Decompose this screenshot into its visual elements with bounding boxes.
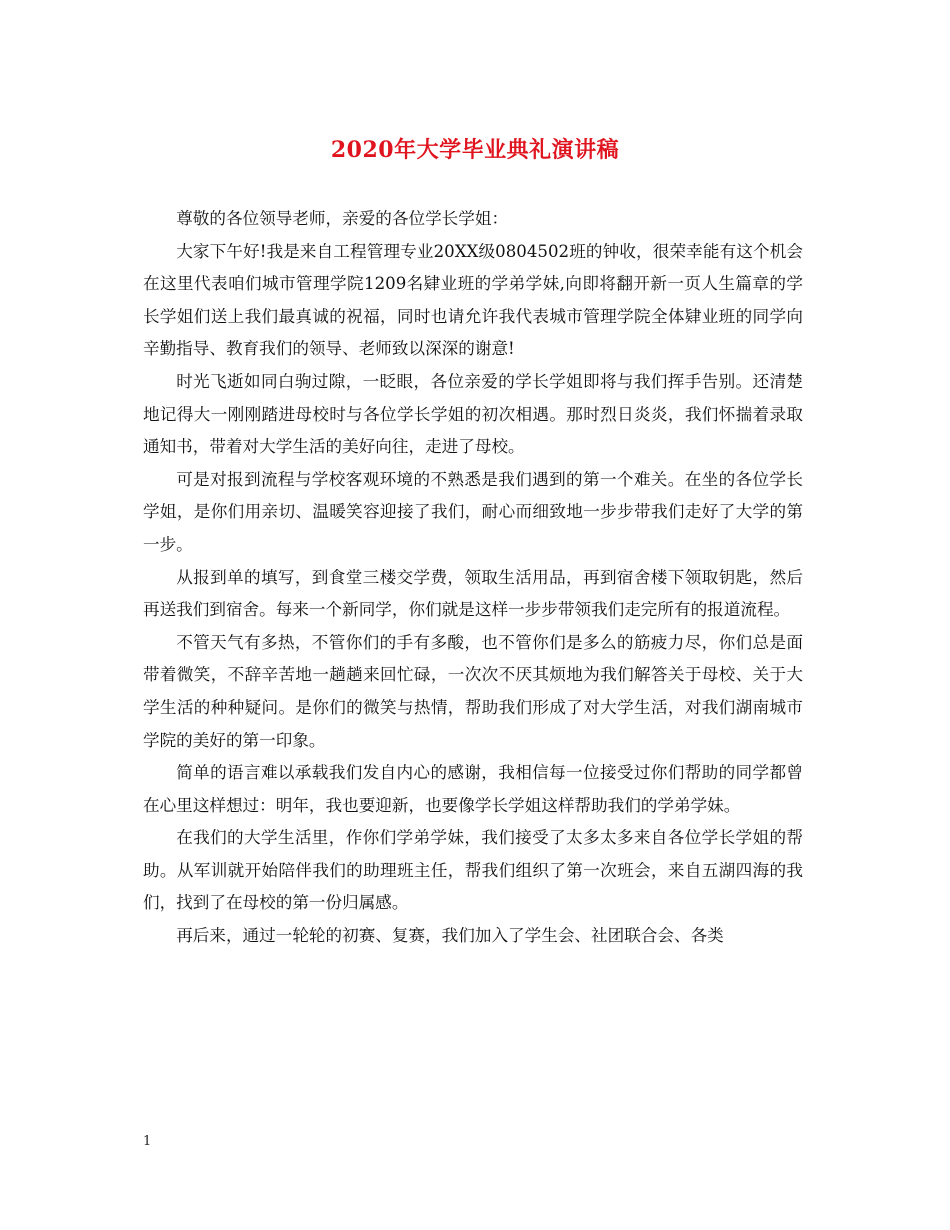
paragraph: 时光飞逝如同白驹过隙，一眨眼，各位亲爱的学长学姐即将与我们挥手告别。还清楚地记得大一刚刚踏进母校时与各位学长学姐的初次相遇。那时烈日炎炎，我们怀揣着录取通知书，带着对大学生活的美好向往，走进了母校。 — [143, 371, 803, 457]
paragraph: 不管天气有多热，不管你们的手有多酸，也不管你们是多么的筋疲力尽，你们总是面带着微笑，不辞辛苦地一趟趟来回忙碌，一次次不厌其烦地为我们解答关于母校、关于大学生活的种种疑问。是你们的微笑与热情，帮助我们形成了对大学生活，对我们湖南城市学院的美好的第一印象。 — [143, 632, 803, 750]
paragraph: 从报到单的填写，到食堂三楼交学费，领取生活用品，再到宿舍楼下领取钥匙，然后再送我们到宿舍。每来一个新同学，你们就是这样一步步带领我们走完所有的报道流程。 — [143, 567, 803, 620]
paragraph: 再后来，通过一轮轮的初赛、复赛，我们加入了学生会、社团联合会、各类 — [176, 926, 724, 946]
paragraph: 在我们的大学生活里，作你们学弟学妹，我们接受了太多太多来自各位学长学姐的帮助。从军训就开始陪伴我们的助理班主任，帮我们组织了第一次班会，来自五湖四海的我们，找到了在母校的第一份归属感。 — [143, 828, 803, 913]
document-title: 2020年大学毕业典礼演讲稿 — [330, 137, 620, 163]
paragraph: 可是对报到流程与学校客观环境的不熟悉是我们遇到的第一个难关。在坐的各位学长学姐，是你们用亲切、温暖笑容迎接了我们，耐心而细致地一步步带我们走好了大学的第一步。 — [143, 469, 803, 554]
document-body — [143, 203, 803, 953]
paragraph: 简单的语言难以承载我们发自内心的感谢，我相信每一位接受过你们帮助的同学都曾在心里这样想过：明年，我也要迎新，也要像学长学姐这样帮助我们的学弟学妹。 — [143, 763, 803, 815]
paragraph: 大家下午好!我是来自工程管理专业20XX级0804502班的钟收，很荣幸能有这个机会在这里代表咱们城市管理学院1209名肄业班的学弟学妹,向即将翻开新一页人生篇章的学长学姐们送上我们最真诚的祝福，同时也请允许我代表城市管理学院全体肄业班的同学向辛勤指导、教育我们的领导、老师致以深深的谢意! — [143, 241, 803, 359]
page-number: 1 — [143, 1134, 152, 1149]
paragraph-salutation: 尊敬的各位领导老师，亲爱的各位学长学姐： — [176, 209, 509, 228]
